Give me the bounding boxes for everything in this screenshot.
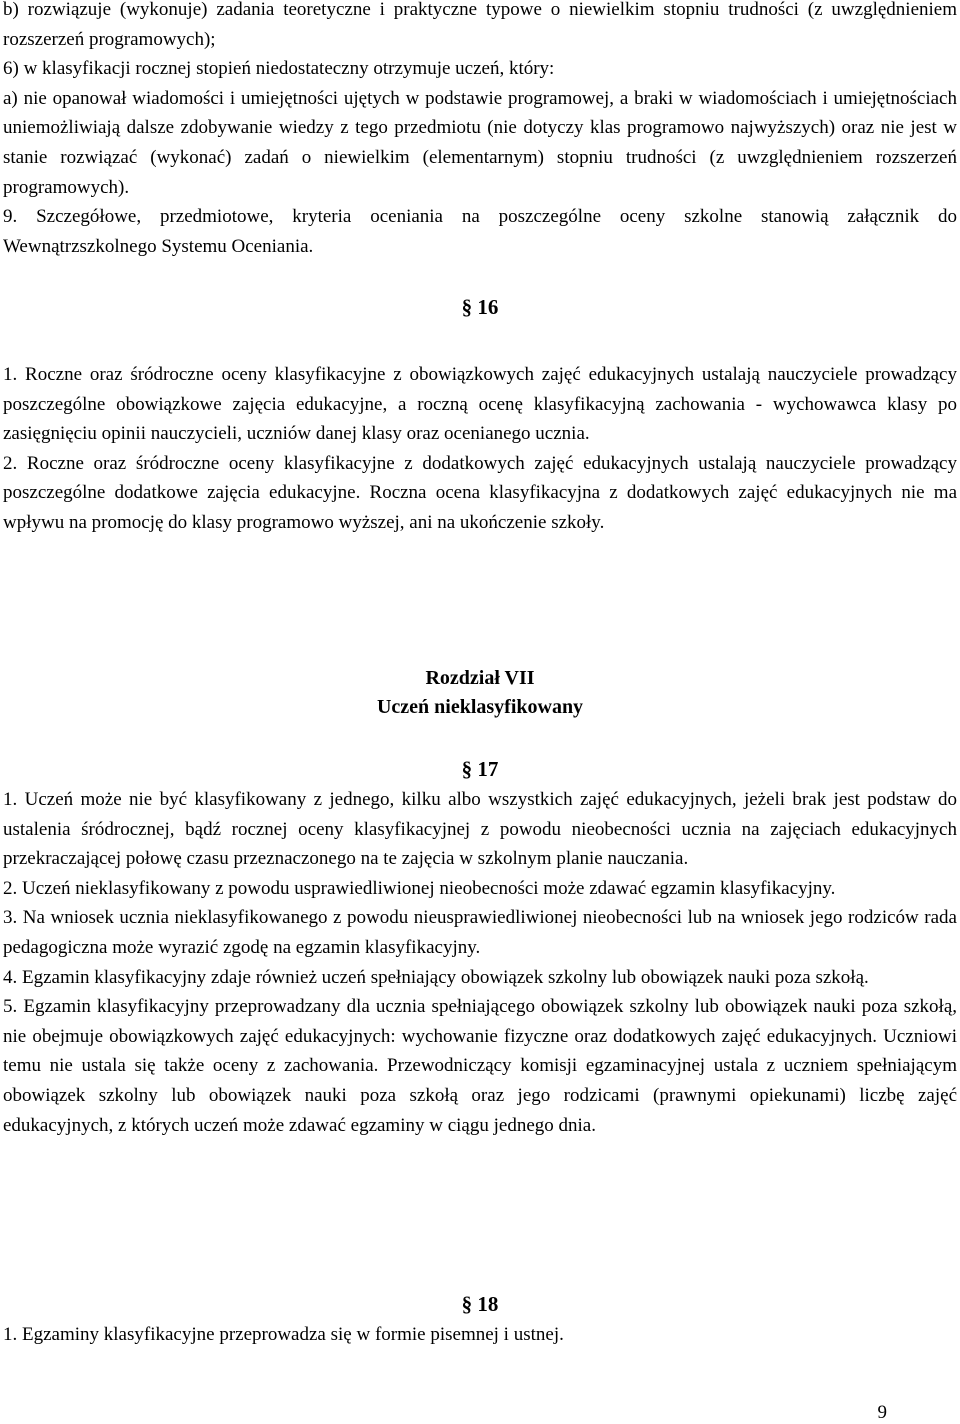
- page-number: 9: [877, 1402, 887, 1423]
- section-17-body: [3, 785, 957, 1140]
- section-17-paragraph-4: 4. Egzamin klasyfikacyjny zdaje również uczeń spełniający obowiązek szkolny lub obowiązek nauki poza szkołą.: [3, 966, 869, 988]
- paragraph-item-6: 6) w klasyfikacji rocznej stopień niedostateczny otrzymuje uczeń, który:: [3, 58, 555, 80]
- section-16: [3, 295, 957, 320]
- section-17: [3, 757, 957, 782]
- chapter-heading: [3, 664, 957, 722]
- paragraph-item-9: 9. Szczegółowe, przedmiotowe, kryteria oceniania na poszczególne oceny szkolne stanowią załącznik do Wewnątrzszkolnego Systemu Oceniania.: [3, 206, 957, 257]
- section-18: [3, 1292, 957, 1317]
- paragraph-item-b: b) rozwiązuje (wykonuje) zadania teoretyczne i praktyczne typowe o niewielkim stopniu trudności (z uwzględnieniem rozszerzeń programowych);: [3, 0, 957, 50]
- paragraph-item-6a: a) nie opanował wiadomości i umiejętności ujętych w podstawie programowej, a braki w wiadomościach i umiejętnościach uniemożliwiają dalsze zdobywanie wiedzy z tego przedmiotu (nie dotyczy klas programowo najwyższych) oraz nie jest w stanie rozwiązać (wykonać) zadań o niewielkim (elementarnym) stopniu trudności (z uwzględnieniem rozszerzeń programowych).: [3, 87, 957, 198]
- section-16-body: [3, 360, 957, 538]
- section-17-paragraph-3: 3. Na wniosek ucznia nieklasyfikowanego z powodu nieusprawiedliwionej nieobecności lub na wniosek jego rodziców rada pedagogiczna może wyrazić zgodę na egzamin klasyfikacyjny.: [3, 907, 957, 958]
- chapter-title: Rozdział VII: [425, 667, 535, 689]
- section-17-paragraph-2: 2. Uczeń nieklasyfikowany z powodu usprawiedliwionej nieobecności może zdawać egzamin klasyfikacyjny.: [3, 877, 836, 899]
- section-17-paragraph-5: 5. Egzamin klasyfikacyjny przeprowadzany dla ucznia spełniającego obowiązek szkolny lub obowiązek nauki poza szkołą, nie obejmuje obowiązkowych zajęć edukacyjnych: wychowanie fizyczne oraz dodatkowych zajęć edukacyjnych. Uczniowi temu nie ustala się także oceny z zachowania. Przewodniczący komisji egzaminacyjnej ustala z uczniem spełniającym obowiązek szkolny lub obowiązek nauki poza szkołą oraz jego rodzicami (prawnymi opiekunami) liczbę zajęć edukacyjnych, z których uczeń może zdawać egzaminy w ciągu jednego dnia.: [3, 996, 957, 1136]
- section-16-paragraph-1: 1. Roczne oraz śródroczne oceny klasyfikacyjne z obowiązkowych zajęć edukacyjnych ustalają nauczyciele prowadzący poszczególne obowiązkowe zajęcia edukacyjne, a roczną ocenę klasyfikacyjną zachowania - wychowawca klasy po zasięgnięciu opinii nauczycieli, uczniów danej klasy oraz ocenianego ucznia.: [3, 364, 957, 445]
- section-symbol-17: § 17: [461, 757, 499, 781]
- section-16-paragraph-2: 2. Roczne oraz śródroczne oceny klasyfikacyjne z dodatkowych zajęć edukacyjnych ustalają nauczyciele prowadzący poszczególne dodatkowe zajęcia edukacyjne. Roczna ocena klasyfikacyjna z dodatkowych zajęć edukacyjnych nie ma wpływu na promocję do klasy programowo wyższej, ani na ukończenie szkoły.: [3, 452, 957, 533]
- section-symbol-16: § 16: [461, 295, 499, 319]
- section-18-paragraph-1: 1. Egzaminy klasyfikacyjne przeprowadza się w formie pisemnej i ustnej.: [3, 1324, 564, 1345]
- chapter-subtitle: Uczeń nieklasyfikowany: [376, 696, 584, 718]
- section-symbol-18: § 18: [461, 1292, 499, 1316]
- section-17-paragraph-1: 1. Uczeń może nie być klasyfikowany z jednego, kilku albo wszystkich zajęć edukacyjnych, jeżeli brak jest podstaw do ustalenia śródrocznej, bądź rocznej oceny klasyfikacyjnej z powodu nieobecności ucznia na zajęciach edukacyjnych przekraczającej połowę czasu przeznaczonego na te zajęcia w szkolnym planie nauczania.: [3, 789, 957, 870]
- top-block: [3, 0, 957, 261]
- section-18-body: [3, 1320, 957, 1350]
